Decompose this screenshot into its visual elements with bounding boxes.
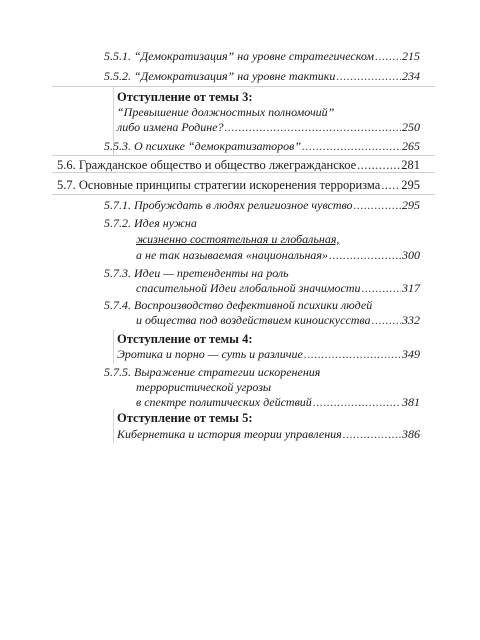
toc-leader-dots — [302, 138, 401, 154]
toc-entry[interactable] — [117, 346, 420, 362]
toc-entry[interactable] — [104, 138, 420, 154]
toc-entry-title: 5.7. Основные принципы стратегии искоренения терроризма — [57, 178, 381, 192]
toc-entry-title: “Превышение должностных полномочий” — [117, 105, 335, 119]
toc-leader-dots — [304, 346, 401, 362]
toc-entry[interactable] — [117, 426, 420, 442]
toc-page-number: 381 — [402, 395, 420, 409]
rule-divider — [52, 194, 435, 195]
toc-entry[interactable] — [57, 157, 420, 173]
toc-leader-dots — [361, 280, 401, 296]
toc-entry-title: и общества под воздействием киноискусства — [136, 313, 371, 327]
toc-entry-title: 5.5.3. О психике “демократизаторов” — [104, 139, 302, 153]
toc-entry[interactable] — [136, 280, 420, 296]
digression-heading: Отступление от темы 4: — [117, 332, 253, 346]
toc-leader-dots — [357, 157, 400, 173]
toc-page-number: 349 — [402, 347, 420, 361]
toc-leader-dots — [343, 426, 401, 442]
toc-entry[interactable] — [136, 394, 420, 410]
toc-page-number: 317 — [402, 281, 420, 295]
toc-entry-title: жизненно состоятельная и глобальная, — [136, 232, 340, 246]
section-bar — [113, 409, 114, 443]
toc-page-number: 250 — [402, 120, 420, 134]
toc-leader-dots — [375, 48, 401, 64]
section-bar — [113, 330, 114, 364]
toc-page-number: 295 — [401, 178, 420, 192]
toc-page-number: 281 — [401, 158, 420, 172]
toc-leader-dots — [372, 312, 401, 328]
toc-entry-title: либо измена Родине? — [117, 120, 224, 134]
toc-entry-title: террористической угрозы — [136, 380, 272, 394]
toc-entry-title: 5.5.2. “Демократизация” на уровне тактики — [104, 69, 336, 83]
toc-leader-dots — [354, 197, 401, 213]
rule-divider — [52, 86, 435, 87]
toc-entry[interactable] — [57, 177, 420, 193]
toc-entry-title: спасительной Идеи глобальной значимости — [136, 281, 361, 295]
toc-entry[interactable] — [104, 48, 420, 64]
toc-leader-dots — [225, 119, 401, 135]
toc-page-number: 300 — [402, 248, 420, 262]
toc-leader-dots — [381, 177, 400, 193]
toc-entry-title: 5.7.2. Идея нужна — [104, 216, 197, 230]
toc-entry-title: 5.6. Гражданское общество и общество лжегражданское — [57, 158, 357, 172]
toc-entry[interactable] — [136, 247, 420, 263]
digression-heading: Отступление от темы 5: — [117, 411, 253, 425]
toc-entry-title: а не так называемая «национальная» — [136, 248, 328, 262]
toc-entry-title: Эротика и порно — суть и различие — [117, 347, 303, 361]
toc-page-number: 265 — [402, 139, 420, 153]
toc-entry-title: 5.5.1. “Демократизация” на уровне стратегическом — [104, 49, 375, 63]
toc-entry-title: в спектре политических действий — [136, 395, 312, 409]
rule-divider — [52, 155, 435, 156]
toc-entry-title: 5.7.4. Воспроизводство дефективной психики людей — [104, 298, 373, 312]
digression-heading: Отступление от темы 3: — [117, 90, 253, 104]
toc-leader-dots — [313, 394, 401, 410]
toc-entry-title: 5.7.3. Идеи — претенденты на роль — [104, 266, 289, 280]
toc-page-number: 234 — [402, 69, 420, 83]
toc-entry[interactable] — [117, 119, 420, 135]
toc-page-number: 332 — [402, 313, 420, 327]
toc-entry[interactable] — [136, 312, 420, 328]
toc-page-number: 215 — [402, 49, 420, 63]
toc-leader-dots — [329, 247, 401, 263]
toc-leader-dots — [336, 68, 401, 84]
toc-page-number: 386 — [402, 427, 420, 441]
toc-entry[interactable] — [104, 68, 420, 84]
toc-entry-title: 5.7.5. Выражение стратегии искоренения — [104, 365, 321, 379]
toc-entry-title: 5.7.1. Пробуждать в людях религиозное чувство — [104, 198, 353, 212]
toc-page-number: 295 — [402, 198, 420, 212]
toc-entry[interactable] — [104, 197, 420, 213]
toc-entry-title: Кибернетика и история теории управления — [117, 427, 342, 441]
